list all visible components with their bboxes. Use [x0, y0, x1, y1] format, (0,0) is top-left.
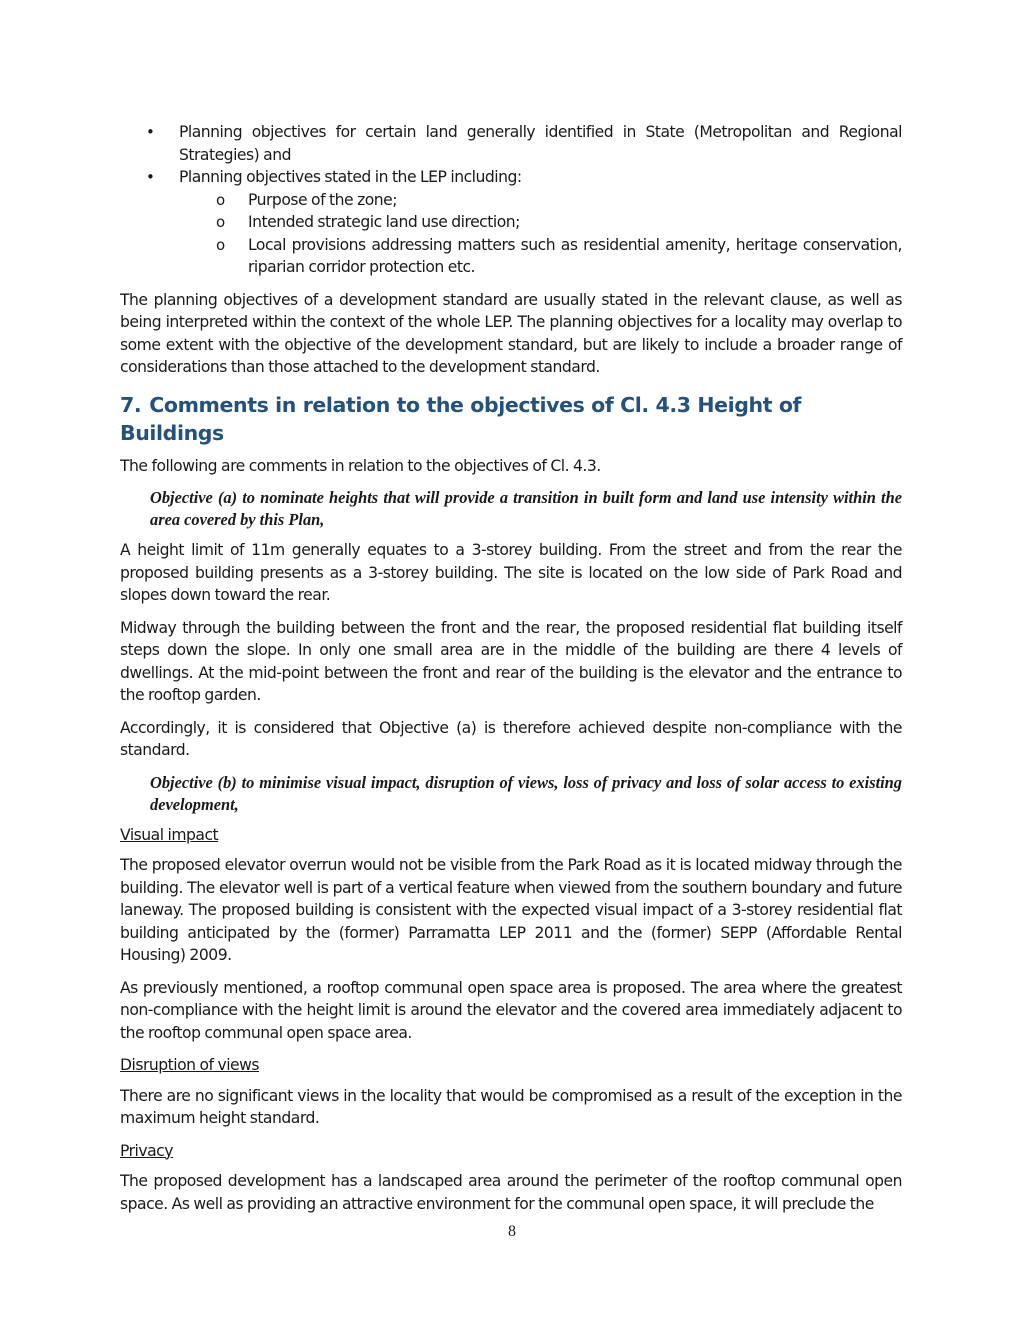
objective-a-heading: Objective (a) to nominate heights that will provide a transition in built form and land use intensity within the area covered by this Plan,: [150, 488, 902, 529]
sub-bullet-marker: o: [216, 213, 226, 231]
privacy-subheading: Privacy: [120, 1141, 173, 1160]
document-page: [120, 121, 902, 1225]
intro-paragraph: The planning objectives of a development standard are usually stated in the relevant clause, as well as being interpreted within the context of the whole LEP. The planning objectives for a locality may overlap to some extent with the objective of the development standard, but are likely to include a broader range of considerations than those attached to the development standard.: [120, 290, 902, 376]
sub-list-item: [179, 211, 902, 234]
sub-list: [179, 189, 902, 279]
privacy-paragraph: The proposed development has a landscaped area around the perimeter of the rooftop communal open space. As well as providing an attractive environment for the communal open space, it will preclude the: [120, 1172, 902, 1213]
objective-a-paragraph: Accordingly, it is considered that Objective (a) is therefore achieved despite non-compliance with the standard.: [120, 718, 902, 759]
section-title: Comments in relation to the objectives of Cl. 4.3 Height of Buildings: [120, 392, 802, 445]
sub-list-item: [179, 234, 902, 279]
visual-impact-paragraph: As previously mentioned, a rooftop communal open space area is proposed. The area where the greatest non-compliance with the height limit is around the elevator and the covered area immediately adjacent to the rooftop communal open space area.: [120, 978, 902, 1042]
visual-impact-paragraph: The proposed elevator overrun would not be visible from the Park Road as it is located midway through the building. The elevator well is part of a vertical feature when viewed from the southern boundary and future laneway. The proposed building is consistent with the expected visual impact of a 3-storey residential flat building anticipated by the (former) Parramatta LEP 2011 and the (former) SEPP (Affordable Rental Housing) 2009.: [120, 856, 902, 964]
list-item-text: Planning objectives for certain land generally identified in State (Metropolitan and Regional Strategies) and: [179, 123, 902, 164]
planning-objectives-list: [120, 121, 902, 279]
section-lead: The following are comments in relation to the objectives of Cl. 4.3.: [120, 456, 601, 475]
sub-list-item: [179, 189, 902, 212]
objective-a-paragraph: A height limit of 11m generally equates to a 3-storey building. From the street and from the rear the proposed building presents as a 3-storey building. The site is located on the low side of Park Road and slopes down toward the rear.: [120, 541, 902, 604]
objective-b-heading: Objective (b) to minimise visual impact, disruption of views, loss of privacy and loss of solar access to existing development,: [150, 772, 902, 814]
sub-list-item-text: Purpose of the zone;: [248, 190, 398, 209]
bullet-marker: •: [146, 123, 155, 141]
disruption-of-views-paragraph: There are no significant views in the locality that would be compromised as a result of the exception in the maximum height standard.: [120, 1086, 902, 1127]
bullet-marker: •: [146, 168, 155, 186]
disruption-of-views-subheading: Disruption of views: [120, 1056, 260, 1074]
sub-bullet-marker: o: [216, 235, 226, 254]
sub-list-item-text: Intended strategic land use direction;: [248, 213, 520, 231]
list-item-text: Planning objectives stated in the LEP including:: [179, 168, 522, 186]
visual-impact-subheading: Visual impact: [120, 825, 219, 844]
section-heading: [120, 391, 902, 447]
section-number: 7.: [120, 392, 142, 417]
list-item: [120, 121, 902, 166]
page-number: 8: [508, 1223, 516, 1240]
list-item: [120, 166, 902, 279]
sub-bullet-marker: o: [216, 190, 226, 209]
sub-list-item-text: Local provisions addressing matters such as residential amenity, heritage conservation, riparian corridor protection etc.: [248, 235, 902, 276]
objective-a-paragraph: Midway through the building between the front and the rear, the proposed residential flat building itself steps down the slope. In only one small area are in the middle of the building are there 4 levels of dwellings. At the mid-point between the front and rear of the building is the elevator and the entrance to the rooftop garden.: [120, 618, 902, 704]
